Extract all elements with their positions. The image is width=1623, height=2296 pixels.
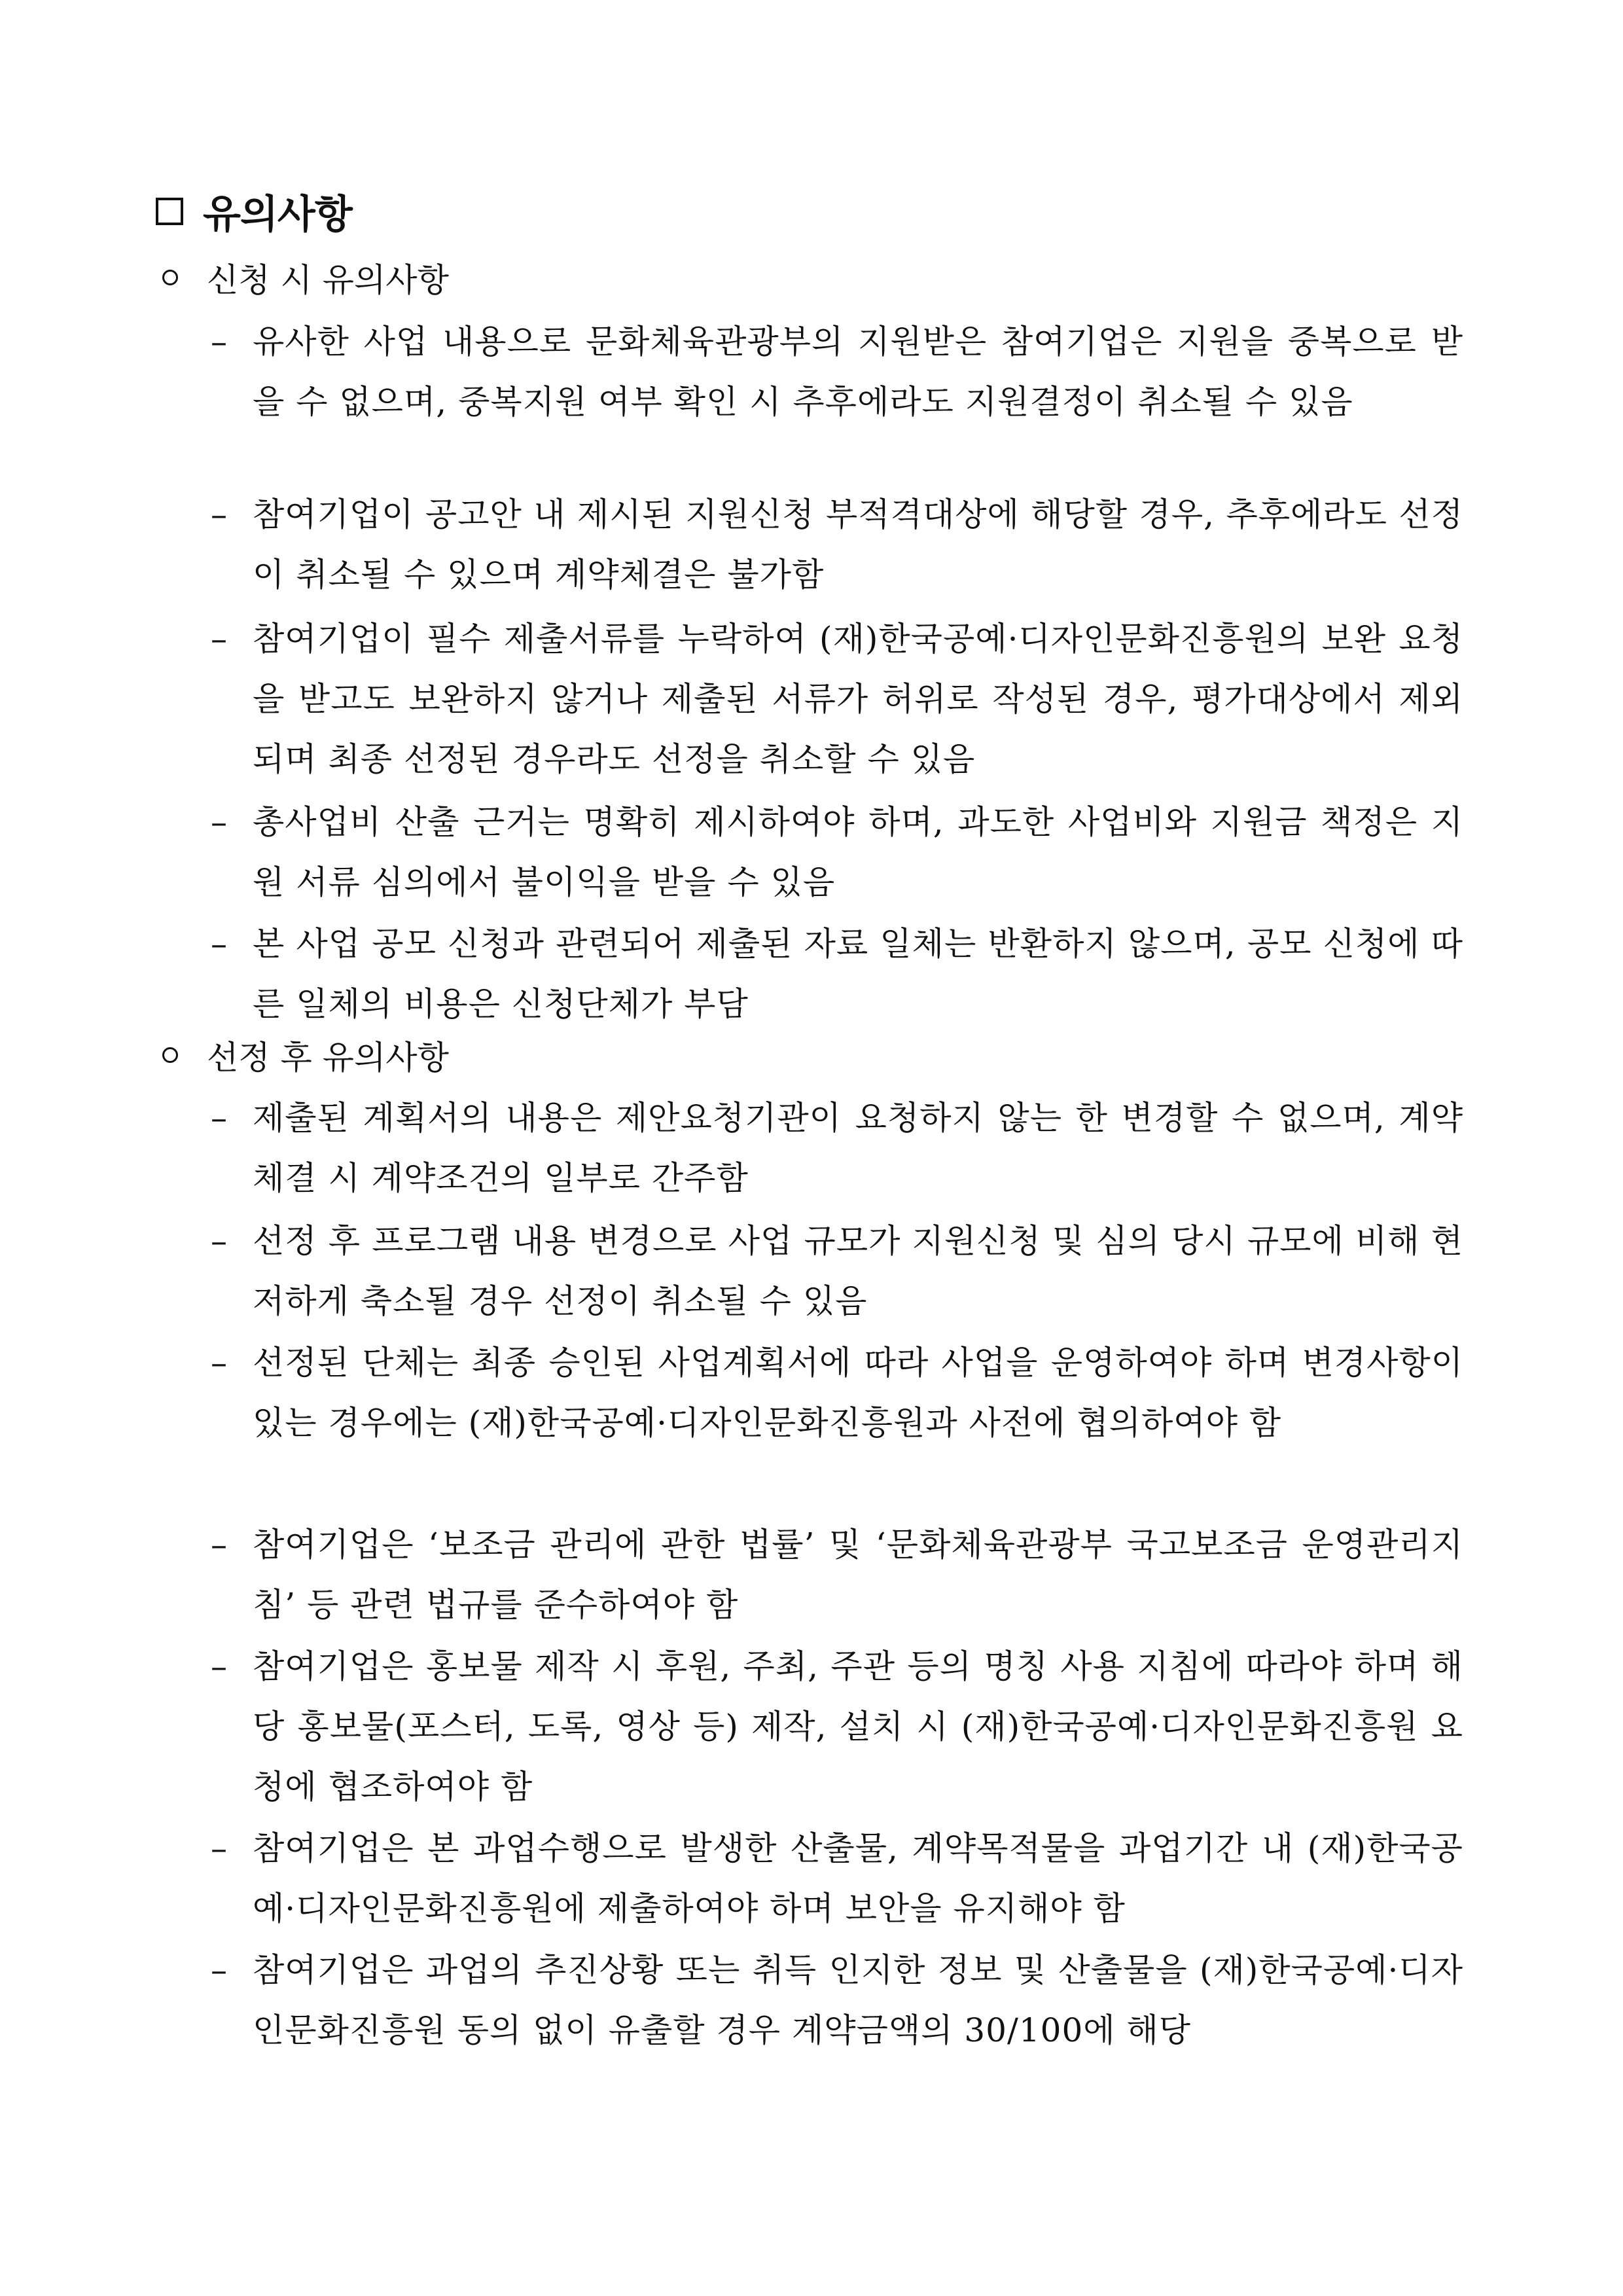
list-item-text: 참여기업은 홍보물 제작 시 후원, 주최, 주관 등의 명칭 사용 지침에 따라야 하며 해당 홍보물(포스터, 도록, 영상 등) 제작, 설치 시 (재)한국공예·디자인문화진흥원 요청에 협조하여야 함	[253, 1647, 1463, 1806]
list-item-text: 선정 후 프로그램 내용 변경으로 사업 규모가 지원신청 및 심의 당시 규모에 비해 현저하게 축소될 경우 선정이 취소될 수 있음	[253, 1222, 1463, 1320]
section-title-text: 유의사항	[203, 192, 352, 238]
dash-bullet: –	[211, 1344, 227, 1382]
list-item-text: 총사업비 산출 근거는 명확히 제시하여야 하며, 과도한 사업비와 지원금 책정은 지원 서류 심의에서 불이익을 받을 수 있음	[253, 803, 1463, 901]
dash-bullet: –	[211, 1829, 227, 1867]
circle-outline-icon	[162, 270, 178, 285]
dash-bullet: –	[211, 1647, 227, 1685]
dash-bullet: –	[211, 1526, 227, 1564]
list-item-text: 참여기업이 필수 제출서류를 누락하여 (재)한국공예·디자인문화진흥원의 보완 요청을 받고도 보완하지 않거나 제출된 서류가 허위로 작성된 경우, 평가대상에서 제외되며 최종 선정된 경우라도 선정을 취소할 수 있음	[253, 620, 1463, 778]
list-item-text: 참여기업은 ‘보조금 관리에 관한 법률’ 및 ‘문화체육관광부 국고보조금 운영관리지침’ 등 관련 법규를 준수하여야 함	[253, 1526, 1463, 1624]
dash-bullet: –	[211, 1951, 227, 1989]
dash-bullet: –	[211, 495, 227, 533]
subsection-heading-application	[162, 251, 449, 304]
circle-outline-icon	[162, 1047, 178, 1063]
list-item-text: 본 사업 공모 신청과 관련되어 제출된 자료 일체는 반환하지 않으며, 공모 신청에 따른 일체의 비용은 신청단체가 부담	[253, 925, 1463, 1023]
section-title	[156, 182, 352, 241]
dash-bullet: –	[211, 803, 227, 841]
dash-bullet: –	[211, 323, 227, 361]
dash-bullet: –	[211, 1222, 227, 1260]
list-item-text: 유사한 사업 내용으로 문화체육관광부의 지원받은 참여기업은 지원을 중복으로 받을 수 없으며, 중복지원 여부 확인 시 추후에라도 지원결정이 취소될 수 있음	[253, 323, 1463, 421]
dash-bullet: –	[211, 925, 227, 963]
list-item-text: 제출된 계획서의 내용은 제안요청기관이 요청하지 않는 한 변경할 수 없으며, 계약체결 시 계약조건의 일부로 간주함	[253, 1099, 1463, 1197]
list-item-text: 참여기업은 본 과업수행으로 발생한 산출물, 계약목적물을 과업기간 내 (재)한국공예·디자인문화진흥원에 제출하여야 하며 보안을 유지해야 함	[253, 1829, 1463, 1928]
list-item-text: 선정된 단체는 최종 승인된 사업계획서에 따라 사업을 운영하여야 하며 변경사항이 있는 경우에는 (재)한국공예·디자인문화진흥원과 사전에 협의하여야 함	[253, 1344, 1463, 1442]
square-outline-icon	[156, 198, 183, 225]
dash-bullet: –	[211, 1099, 227, 1137]
subsection-heading-post-selection	[162, 1029, 449, 1081]
subsection-heading-text: 선정 후 유의사항	[207, 1039, 449, 1077]
list-item-text: 참여기업이 공고안 내 제시된 지원신청 부적격대상에 해당할 경우, 추후에라도 선정이 취소될 수 있으며 계약체결은 불가함	[253, 495, 1463, 594]
dash-bullet: –	[211, 620, 227, 658]
list-item-text: 참여기업은 과업의 추진상황 또는 취득 인지한 정보 및 산출물을 (재)한국공예·디자인문화진흥원 동의 없이 유출할 경우 계약금액의 30/100에 해당	[253, 1951, 1463, 2049]
subsection-heading-text: 신청 시 유의사항	[207, 261, 449, 299]
